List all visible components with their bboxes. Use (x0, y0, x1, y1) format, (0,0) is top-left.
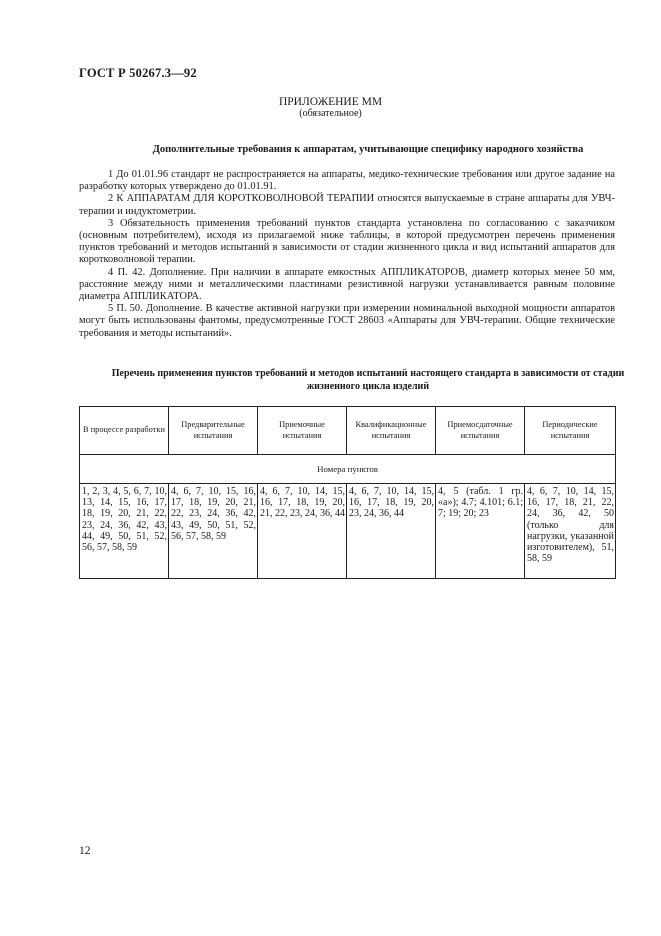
appendix-title: ПРИЛОЖЕНИЕ ММ (278, 96, 383, 108)
column-header-preliminary: Предварительные испытания (169, 407, 258, 455)
paragraph-3: 3 Обязательность применения требований пунктов стандарта установлена по согласованию с заказчиком (основным потребителем), исходя из прилагаемой ниже таблицы, в которой предусмотрен перечень применения пунктов требований и методов испытаний в зависимости от стадии жизненного цикла и вид испытаний аппаратов для коротковолновой терапии. (79, 217, 615, 266)
column-header-acceptance: Приемочные испытания (258, 407, 347, 455)
span-label: Номера пунктов (80, 455, 616, 484)
table-title-line-1: Перечень применения пунктов требований и методов испытаний настоящего стандарта в зависимости от стадии (111, 368, 625, 379)
table-title (79, 368, 657, 393)
table-cell-qualification: 4, 6, 7, 10, 14, 15, 16, 17, 18, 19, 20, 23, 24, 36, 44 (347, 484, 436, 579)
body-text (79, 169, 615, 340)
table-title-line-2: жизненного цикла изделий (306, 380, 430, 392)
paragraph-2: 2 К АППАРАТАМ ДЛЯ КОРОТКОВОЛНОВОЙ ТЕРАПИИ относятся выпускаемые в стране аппараты для УВЧ-терапии и индуктометрии. (79, 193, 615, 217)
paragraph-1: 1 До 01.01.96 стандарт не распространяется на аппараты, медико-технические требования или другое задание на разработку которых утверждено до 01.01.91. (79, 169, 615, 193)
column-header-development: В процессе разработки (80, 407, 169, 455)
table-cell-periodic: 4, 6, 7, 10, 14, 15, 16, 17, 18, 21, 22, 24, 36, 42, 50 (только для нагрузки, указанной изготовителем), 51, 58, 59 (525, 484, 616, 579)
document-header: ГОСТ Р 50267.3—92 (79, 66, 197, 80)
column-header-qualification: Квалификационные испытания (347, 407, 436, 455)
column-header-delivery: Приемосдаточные испытания (436, 407, 525, 455)
table-cell-preliminary: 4, 6, 7, 10, 15, 16, 17, 18, 19, 20, 21, 22, 23, 24, 36, 42, 43, 49, 50, 51, 52, 56, 57, 58, 59 (169, 484, 258, 579)
paragraph-5: 5 П. 50. Дополнение. В качестве активной нагрузки при измерении номинальной выходной мощности аппаратов могут быть использованы фантомы, предусмотренные ГОСТ 28603 «Аппараты для УВЧ-терапии. Общие технические требования и методы испытаний». (79, 303, 615, 339)
paragraph-4: 4 П. 42. Дополнение. При наличии в аппарате емкостных АППЛИКАТОРОВ, диаметр которых менее 50 мм, расстояние между ними и металлическими пластинами резистивной нагрузки устанавливается равным половине диаметра АППЛИКАТОРА. (79, 266, 615, 303)
table-span-row (80, 455, 616, 484)
applicability-table (79, 406, 616, 579)
column-header-periodic: Периодические испытания (525, 407, 616, 455)
table-header-row (80, 407, 616, 455)
table-cell-development: 1, 2, 3, 4, 5, 6, 7, 10, 13, 14, 15, 16, 17, 18, 19, 20, 21, 22, 23, 24, 36, 42, 43, 44, 49, 50, 51, 52, 56, 57, 58, 59 (80, 484, 169, 579)
table-cell-delivery: 4, 5 (табл. 1 гр. «а»); 4.7; 4.101; 6.1; 7; 19; 20; 23 (436, 484, 525, 579)
section-title: Дополнительные требования к аппаратам, учитывающие специфику народного хозяйства (152, 144, 584, 155)
appendix-subtitle: (обязательное) (299, 108, 362, 119)
page-number: 12 (79, 845, 91, 857)
table-row (80, 484, 616, 579)
table-cell-acceptance: 4, 6, 7, 10, 14, 15, 16, 17, 18, 19, 20, 21, 22, 23, 24, 36, 44 (258, 484, 347, 579)
